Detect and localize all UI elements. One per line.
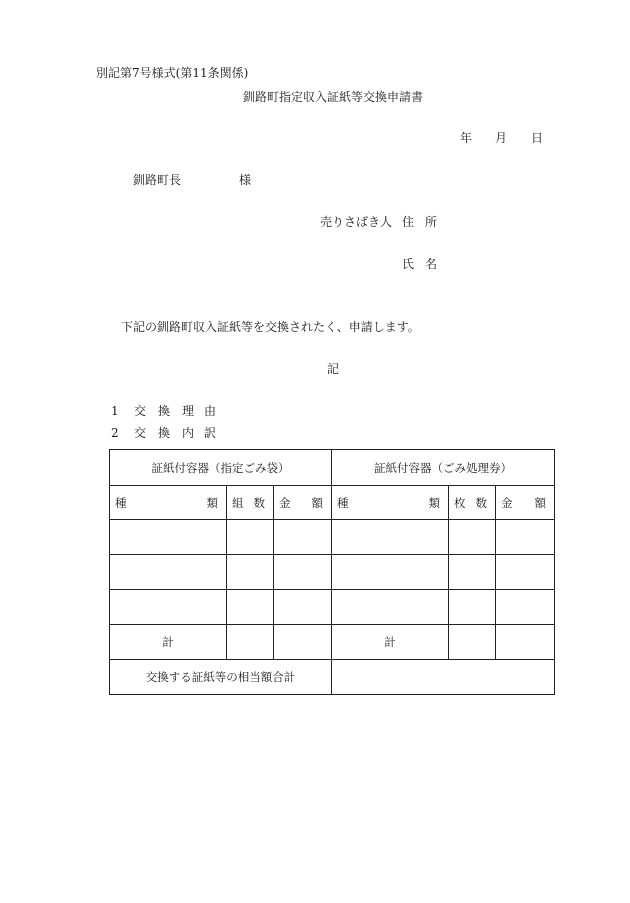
- table-cell[interactable]: [274, 555, 332, 590]
- table-cell[interactable]: [110, 590, 227, 625]
- table-row: [110, 590, 555, 625]
- item-1-char: 交: [134, 404, 147, 418]
- col-kind-header: [110, 486, 227, 520]
- grand-total-row: [110, 660, 555, 695]
- item-2-char: 換: [158, 426, 171, 440]
- addressee-name: 釧路町長: [133, 173, 182, 187]
- table-cell[interactable]: [496, 520, 555, 555]
- applicant-role: 売りさばき人: [320, 215, 393, 229]
- table-cell[interactable]: [332, 555, 449, 590]
- table-cell[interactable]: [274, 625, 332, 660]
- right-group-header: 証紙付容器（ごみ処理券）: [332, 450, 555, 486]
- col-sets-char: 組: [232, 495, 244, 510]
- table-cell[interactable]: [449, 555, 496, 590]
- col-sheets-char: 枚: [454, 495, 466, 510]
- address-label-2: 所: [425, 215, 438, 229]
- table-cell[interactable]: [496, 590, 555, 625]
- table-cell[interactable]: [332, 520, 449, 555]
- table-cell[interactable]: [227, 520, 274, 555]
- item-1-char: 由: [204, 404, 217, 418]
- col-amount-header: [496, 486, 555, 520]
- name-label-1: 氏: [402, 257, 415, 271]
- item-2-char: 交: [134, 426, 147, 440]
- col-amount-char: 金: [501, 495, 513, 510]
- item-1-number: 1: [111, 404, 119, 418]
- col-kind-char: 種: [115, 495, 127, 510]
- date-year-label: 年: [460, 131, 473, 145]
- addressee-honorific: 様: [239, 173, 252, 187]
- table-cell[interactable]: [332, 590, 449, 625]
- col-sheets-header: [449, 486, 496, 520]
- col-kind-header: [332, 486, 449, 520]
- name-label-2: 名: [425, 257, 438, 271]
- col-kind-char: 種: [337, 495, 349, 510]
- item-1-char: 換: [158, 404, 171, 418]
- address-label-1: 住: [402, 215, 415, 229]
- col-amount-char: 額: [534, 495, 547, 510]
- table-cell[interactable]: [110, 555, 227, 590]
- document-title: 釧路町指定収入証紙等交換申請書: [243, 90, 424, 104]
- table-cell[interactable]: [449, 520, 496, 555]
- form-reference: 別記第7号様式(第11条関係): [96, 66, 249, 80]
- table-cell[interactable]: [110, 520, 227, 555]
- table-cell[interactable]: [496, 625, 555, 660]
- date-month-label: 月: [495, 131, 508, 145]
- date-day-label: 日: [531, 131, 544, 145]
- table-cell[interactable]: [227, 555, 274, 590]
- col-sets-char: 数: [253, 495, 265, 510]
- col-kind-char: 類: [428, 495, 441, 510]
- col-amount-header: [274, 486, 332, 520]
- grand-total-value[interactable]: [332, 660, 555, 695]
- request-body-text: 下記の釧路町収入証紙等を交換されたく、申請します。: [121, 320, 420, 334]
- col-amount-char: 額: [311, 495, 324, 510]
- table-cell[interactable]: [274, 590, 332, 625]
- table-cell[interactable]: [449, 625, 496, 660]
- item-2-number: 2: [111, 426, 119, 440]
- item-2-char: 内: [182, 426, 195, 440]
- left-total-label: 計: [110, 625, 227, 660]
- col-kind-char: 類: [206, 495, 218, 510]
- grand-total-label: 交換する証紙等の相当額合計: [110, 660, 332, 695]
- item-2-char: 訳: [204, 426, 217, 440]
- item-1-char: 理: [182, 404, 195, 418]
- table-cell[interactable]: [496, 555, 555, 590]
- table-cell[interactable]: [227, 625, 274, 660]
- table-row: [110, 555, 555, 590]
- col-sets-header: [227, 486, 274, 520]
- col-amount-char: 金: [279, 495, 291, 510]
- total-row: [110, 625, 555, 660]
- table-cell[interactable]: [449, 590, 496, 625]
- table-row: [110, 520, 555, 555]
- exchange-detail-table: [109, 449, 555, 695]
- right-total-label: 計: [332, 625, 449, 660]
- col-sheets-char: 数: [475, 495, 488, 510]
- left-group-header: 証紙付容器（指定ごみ袋）: [110, 450, 332, 486]
- table-cell[interactable]: [227, 590, 274, 625]
- table-cell[interactable]: [274, 520, 332, 555]
- ki-heading: 記: [327, 362, 340, 376]
